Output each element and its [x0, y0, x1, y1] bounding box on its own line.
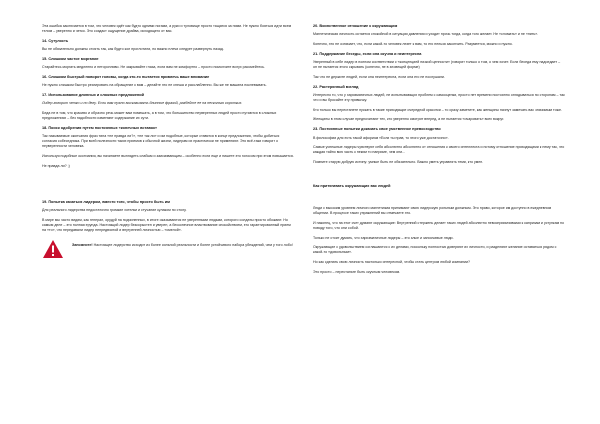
section-23-title: 23. Постоянные попытки доказать свое умственное превосходство	[313, 127, 441, 132]
intro-paragraph: Эта ошибка заключается в том, что человек идёт как будто одними ногами, а руки и туловище просто тащатся за ними. Не нужно бояться идти всем телом – уверенно и четко. Это создаст ощущение драйва, исходящего от вас.	[42, 24, 292, 34]
section-21-text-2: Так что не держите людей, если она неинтересна, если она его не послушали.	[313, 74, 445, 79]
section-23-text-2: Самые успешные лидеры чувствуют себя абсолютно абсолютно от отношения к своего интеллекта и потому отношение приходящими к нему так, что каждая тайно всю часть к неким то наприме, чем они...	[313, 145, 565, 155]
section-19-title: 19. Попытка казаться лидером, вместо того, чтобы просто быть им	[42, 199, 170, 204]
section-24-text-6: Это просто – перестаньте быть скучным человеком.	[313, 269, 401, 274]
right-column	[313, 24, 565, 280]
section-14-title: 14. Сутулость	[42, 38, 69, 43]
section-20-text-2: Конечно, это не означает, что, если какой-то человек лезет к вам, то его нельзя закончить. Разумеется, можно и нужно.	[313, 42, 513, 47]
section-21-text-1: Уверенный в себе лидер в полном соответствии с «концепцией низкой ценности» (говорит только о том, о чем хочет. Если беседа ему надоедает – он не пытается этого скрывать (конечно, не в зловещей форме)	[313, 60, 561, 70]
spacer	[42, 174, 294, 200]
section-22-text-3: Женщины в этом случае предпочитают тех, кто уверенно смотрит вперед, а не пытается «очаровать» всех вокруг.	[313, 117, 505, 122]
section-19-text-1: Для реального лидерства недостаточно громкие хотелки и стучание кулаком по столу.	[42, 207, 187, 212]
section-15-text: Старайтесь моргать медленно и неторопливо. Не закрывайте глаза, если вам не комфортно – просто помолчите вслух рассмейтесь.	[42, 65, 266, 70]
section-24-text-4: Окружающие с удовольствием соглашаются с их делами, поскольку полностью доверяют их личности, и разделяют желание оставаться рядом с какой-то «довольным».	[313, 245, 557, 255]
section-17-title: 17. Использование длинных и сложных предложений	[42, 93, 144, 98]
section-22-text-1: Интересно то, что у харизматичных людей, не испытывающих проблем с самооценки, просто нет времени постоянно оглядываться по сторонам – так что и вы бросайте эту привычку.	[313, 93, 565, 103]
section-15-title: 15. Слишком частое моргание	[42, 56, 99, 61]
left-column	[42, 24, 294, 259]
warning-text: Настоящее лидерство исходит из более сильной реальности и более устойчивого набора убеждений, чем у того лобо!	[93, 242, 293, 247]
section-23-text-1: В философии для есть такой афоризм «Если ты прав, то этого уже достаточно».	[313, 135, 449, 140]
section-20-title: 20. Воинственное отношение к окружающим	[313, 24, 398, 28]
section-17-text-2: Беда не в том, что красиво и образно речь может вам помешать, а в том, что большинство неуверенных людей просто путаются в сложных предложениях – без надобности изменяют содержание их сути.	[42, 111, 277, 121]
spacer	[313, 192, 565, 206]
section-18-title: 18. Поиск одобрения путем постоянных «конечных вставок»	[42, 125, 158, 130]
section-24-text-2: И наконец, что на этот счет думают окружающие: Внутренний стержень делает таких людей абсолютно невосприимчивыми к капризам и уступкам по поводу того, что они собой.	[313, 220, 564, 230]
section-18-text-1: Так называемые окончания фраз типа «не правда ли?», «не так ли» и им подобные, которые ставятся в конце предложения, чтобы добиться согласия собеседника. При всей полезности таких приемов к обычной жизни, лидерам их практически не применяют. Это всё-таки говорит о неуверенности человека.	[42, 134, 280, 149]
warning-text-block	[72, 243, 293, 248]
warning-icon	[42, 239, 64, 259]
section-20-text-1: Магнетическая личность остается спокойной в ситуации давления и уходит прочь тогда, когда того желает. Не «сломать» и не «пить».	[313, 32, 539, 37]
section-19-text-2: В мире мы часто видим, как генерал, орудуй на подчиненных, в итоге оказываются не уверенными людьми, которого солдаты просто обожают. Но самым деле – это полная ерунда. Настоящий лидер безкорыстен и уверен, а бесконечное властвование спокойствием, его гарантированный прием на «то», что передавали лидер непредвзятой и внутренней личностью – «смелой».	[42, 217, 291, 232]
section-18-text-3: Не правда ли? ;)	[42, 163, 70, 168]
section-14-text: Вы не обязательно должны стоять так, как будто кол проглотили, но важно плечи следует развернуть назад.	[42, 47, 224, 52]
section-24-text-3: Только не стоит думать, что харизматичные лидеры – это злые и заносчивые люди.	[313, 235, 454, 240]
section-22-text-2: Кто только вы перестанете пускать в такие приходящие очередной красотки – то сразу заметите, как женщины начнут замечать вас значимым тоже.	[313, 107, 562, 112]
section-16-text: Не нужно слишком быстро реагировать на обращение к вам – делайте это не спеша и расслабленно. Вы же не машина поклевывать.	[42, 83, 267, 88]
section-21-title: 21. Поддержание беседы, если она скучна и неинтересна	[313, 51, 422, 56]
spacer	[313, 170, 565, 184]
section-24-text-5: Но как сделать свою личность настолько интересной, чтобы стать центром любой компании?	[313, 260, 470, 265]
section-24-text-1: Люди с высоким уровнем личного магнетизма принимают свою лидерскую рольным должным. Это право, которое им доступно в ежедневном общении. В процессе таких упражнений вы отмечаете это.	[313, 206, 552, 216]
section-17-text-1: Лидер говорит четко и по делу. Если вам нужно высказывать длинные фразой, разбейте ее на несколько коротких.	[42, 101, 243, 106]
section-18-text-2: Используя подобные окончания, вы начинаете выглядеть слабым и заискивающим – особенно если еще и пишете это голосом при этом повышается.	[42, 154, 294, 159]
warning-callout	[42, 243, 294, 259]
section-22-title: 22. Растерянный взгляд	[313, 84, 359, 89]
section-23-text-3: Помните старую добрую истину: умные быть не обязательно. Важно уметь управлять теми, кто умен.	[313, 160, 484, 165]
section-16-title: 16. Слишком быстрый поворот головы, когда кто-то пытается привлечь ваше внимание	[42, 74, 210, 79]
section-24-title: Как притягивать окружающих вас людей	[313, 183, 391, 188]
warning-label: Запомните!	[72, 242, 93, 247]
